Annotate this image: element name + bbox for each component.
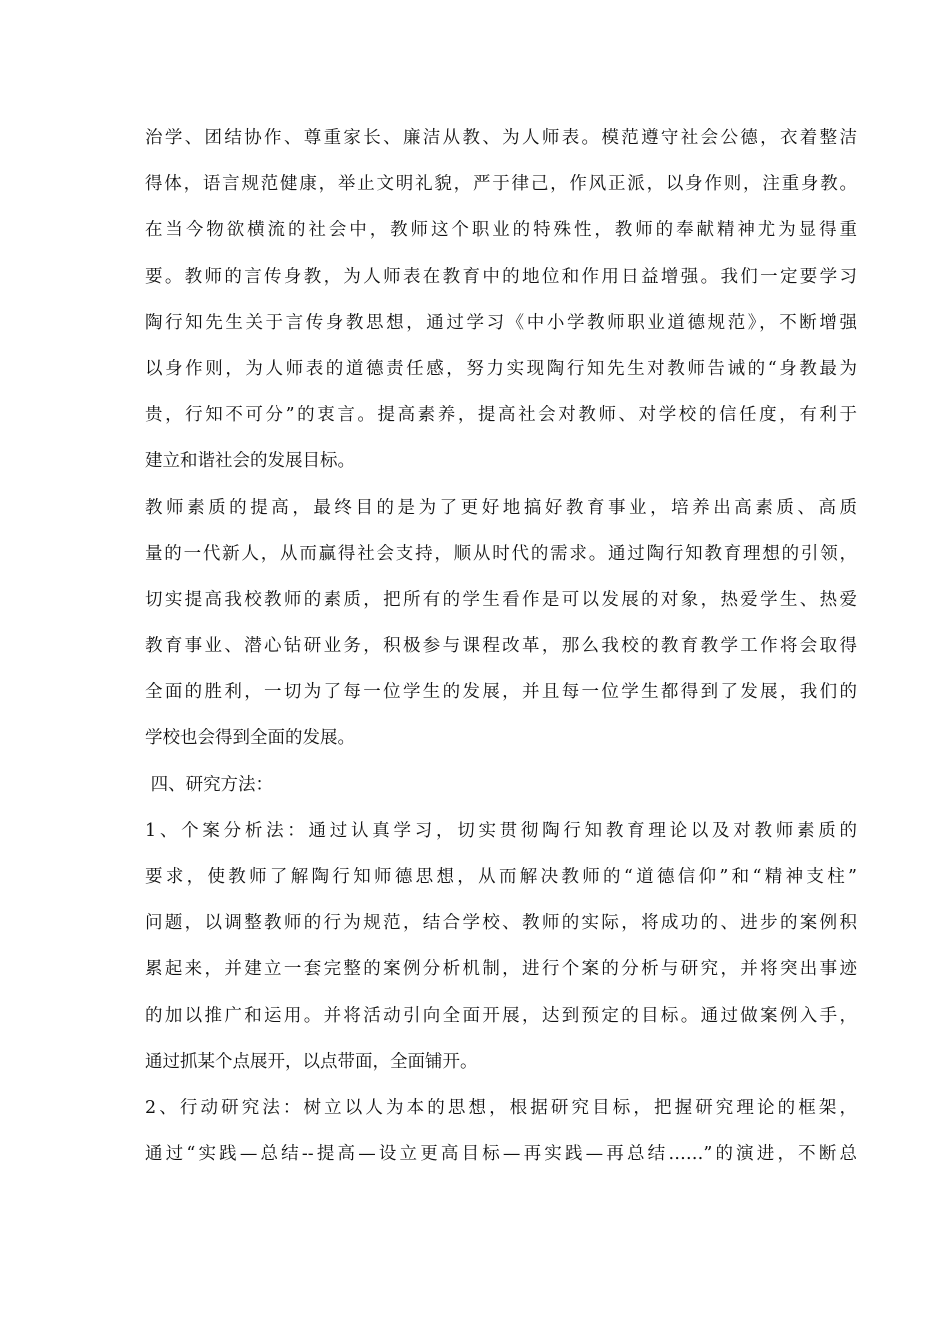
text-line: 建立和谐社会的发展目标。 xyxy=(145,451,355,472)
text-line: 以身作则，为人师表的道德责任感，努力实现陶行知先生对教师告诫的“身教最为 xyxy=(145,358,857,379)
text-line: 在当今物欲横流的社会中，教师这个职业的特殊性，教师的奉献精神尤为显得重 xyxy=(145,220,857,241)
text-line: 1、个案分析法：通过认真学习，切实贯彻陶行知教育理论以及对教师素质的 xyxy=(145,820,857,841)
text-line: 要求，使教师了解陶行知师德思想，从而解决教师的“道德信仰”和“精神支柱” xyxy=(145,867,857,887)
text-line: 2、行动研究法：树立以人为本的思想，根据研究目标，把握研究理论的框架， xyxy=(145,1097,857,1118)
text-line: 的加以推广和运用。并将活动引向全面开展，达到预定的目标。通过做案例入手， xyxy=(145,1005,857,1026)
text-line: 贵，行知不可分”的衷言。提高素养，提高社会对教师、对学校的信任度，有利于 xyxy=(145,405,857,426)
text-line: 全面的胜利，一切为了每一位学生的发展，并且每一位学生都得到了发展，我们的 xyxy=(145,682,857,703)
text-line: 问题，以调整教师的行为规范，结合学校、教师的实际，将成功的、进步的案例积 xyxy=(145,913,857,934)
text-line: 切实提高我校教师的素质，把所有的学生看作是可以发展的对象，热爱学生、热爱 xyxy=(145,589,857,610)
text-line: 累起来，并建立一套完整的案例分析机制，进行个案的分析与研究，并将突出事迹 xyxy=(145,959,857,980)
text-line: 教育事业、潜心钻研业务，积极参与课程改革，那么我校的教育教学工作将会取得 xyxy=(145,636,857,657)
text-line: 四、研究方法： xyxy=(145,774,274,795)
text-line: 通过“实践—总结--提高—设立更高目标—再实践—再总结……”的演进，不断总 xyxy=(145,1144,857,1165)
text-line: 治学、团结协作、尊重家长、廉洁从教、为人师表。模范遵守社会公德，衣着整洁 xyxy=(145,128,857,148)
text-line: 学校也会得到全面的发展。 xyxy=(145,728,355,749)
text-line: 要。教师的言传身教，为人师表在教育中的地位和作用日益增强。我们一定要学习 xyxy=(145,266,857,287)
text-line: 通过抓某个点展开，以点带面，全面铺开。 xyxy=(145,1051,478,1072)
text-line: 量的一代新人，从而赢得社会支持，顺从时代的需求。通过陶行知教育理想的引领， xyxy=(145,543,857,564)
text-line: 教师素质的提高，最终目的是为了更好地搞好教育事业，培养出高素质、高质 xyxy=(145,497,857,518)
text-line: 得体，语言规范健康，举止文明礼貌，严于律己，作风正派，以身作则，注重身教。 xyxy=(145,174,857,195)
document-body xyxy=(145,115,857,1177)
text-line: 陶行知先生关于言传身教思想，通过学习《中小学教师职业道德规范》，不断增强 xyxy=(145,312,857,333)
